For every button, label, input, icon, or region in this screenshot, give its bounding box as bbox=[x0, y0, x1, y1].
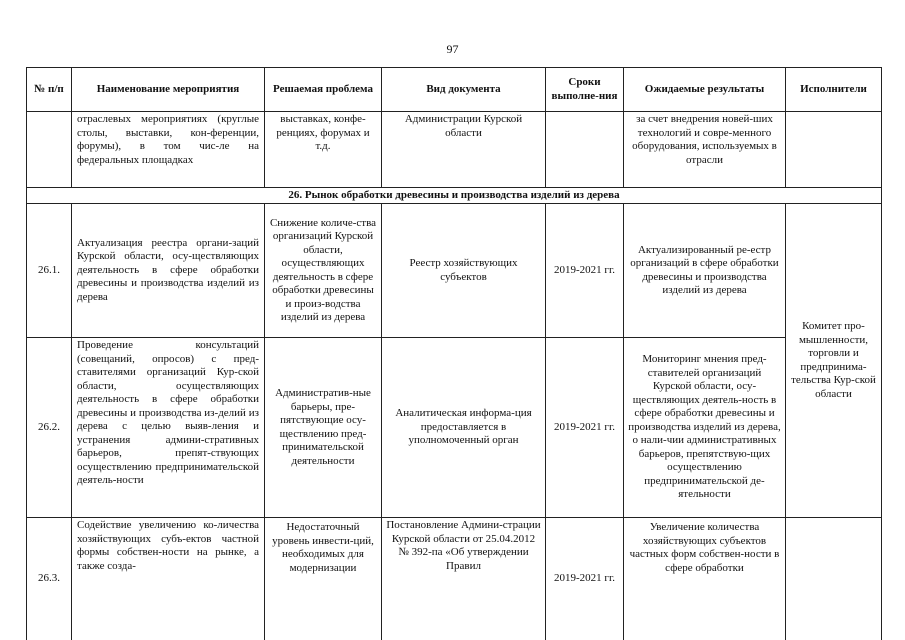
row-problem: Недостаточный уровень инвести-ций, необходимых для модернизации bbox=[264, 517, 381, 640]
row-result: Актуализированный ре-естр организаций в сфере обработки древесины и производства изделий из дерева bbox=[623, 203, 785, 337]
continued-term bbox=[545, 111, 623, 187]
row-problem: Административ-ные барьеры, пре-пятствующие осу-ществлению пред-принимательской деятельности bbox=[264, 337, 381, 517]
row-document: Реестр хозяйствующих субъектов bbox=[381, 203, 545, 337]
row-result: Увеличение количества хозяйствующих субъектов частных форм собствен-ности в сфере обработки bbox=[623, 517, 785, 640]
measures-table bbox=[26, 67, 882, 640]
row-num: 26.2. bbox=[26, 337, 71, 517]
header-result: Ожидаемые результаты bbox=[623, 67, 785, 111]
row-term: 2019-2021 гг. bbox=[545, 203, 623, 337]
executor-cell-empty bbox=[785, 517, 882, 640]
row-name: Проведение консультаций (совещаний, опросов) с пред-ставителями организаций Кур-ской области, осуществляющих деятельность в сфере обработки древесины и производства из-делий из дерева с целью выяв-ления и устранения админи-стративных барьеров, препят-ствующих осуществлению предпринимательской деятель-ности bbox=[71, 337, 264, 517]
row-name-text: Актуализация реестра органи-заций Курской области, осу-ществляющих деятельность в сфере обработки древесины и производства изделий из дерева bbox=[77, 236, 259, 303]
row-num: 26.3. bbox=[26, 517, 71, 640]
row-result: Мониторинг мнения пред-ставителей организаций Курской области, осу-ществляющих деятель-ность в сфере обработки древесины и производства изделий из дерева, о нали-чии административных барьеров, препятствую-щих осуществлению предпринимательской де-ятельности bbox=[623, 337, 785, 517]
row-name: Содействие увеличению ко-личества хозяйствующих субъ-ектов частной формы собствен-ности на рынке, а также созда- bbox=[71, 517, 264, 640]
continued-document: Администрации Курской области bbox=[381, 111, 545, 187]
header-num: № п/п bbox=[26, 67, 71, 111]
continued-executor bbox=[785, 111, 882, 187]
header-problem: Решаемая проблема bbox=[264, 67, 381, 111]
row-term: 2019-2021 гг. bbox=[545, 337, 623, 517]
section-title: 26. Рынок обработки древесины и производства изделий из дерева bbox=[26, 187, 882, 203]
continued-name: отраслевых мероприятиях (круглые столы, выставки, кон-ференции, форумы), в том чис-ле на федеральных площадках bbox=[71, 111, 264, 187]
row-term: 2019-2021 гг. bbox=[545, 517, 623, 640]
row-document: Постановление Админи-страции Курской области от 25.04.2012 № 392-па «Об утверждении Правил bbox=[381, 517, 545, 640]
continued-result: за счет внедрения новей-ших технологий и совре-менного оборудования, используемых в отрасли bbox=[623, 111, 785, 187]
header-name: Наименование мероприятия bbox=[71, 67, 264, 111]
page-number: 97 bbox=[446, 42, 459, 56]
header-term: Сроки выполне-ния bbox=[545, 67, 623, 111]
continued-problem: выставках, конфе-ренциях, форумах и т.д. bbox=[264, 111, 381, 187]
header-document: Вид документа bbox=[381, 67, 545, 111]
row-problem: Снижение количе-ства организаций Курской области, осуществляющих деятельность в сфере обработки древесины и произ-водства изделий из дерева bbox=[264, 203, 381, 337]
continued-num bbox=[26, 111, 71, 187]
row-name bbox=[71, 203, 264, 337]
row-num: 26.1. bbox=[26, 203, 71, 337]
header-executor: Исполнители bbox=[785, 67, 882, 111]
row-document: Аналитическая информа-ция предоставляется в уполномоченный орган bbox=[381, 337, 545, 517]
executor-cell: Комитет про-мышленности, торговли и предпринима-тельства Кур-ской области bbox=[785, 203, 882, 517]
